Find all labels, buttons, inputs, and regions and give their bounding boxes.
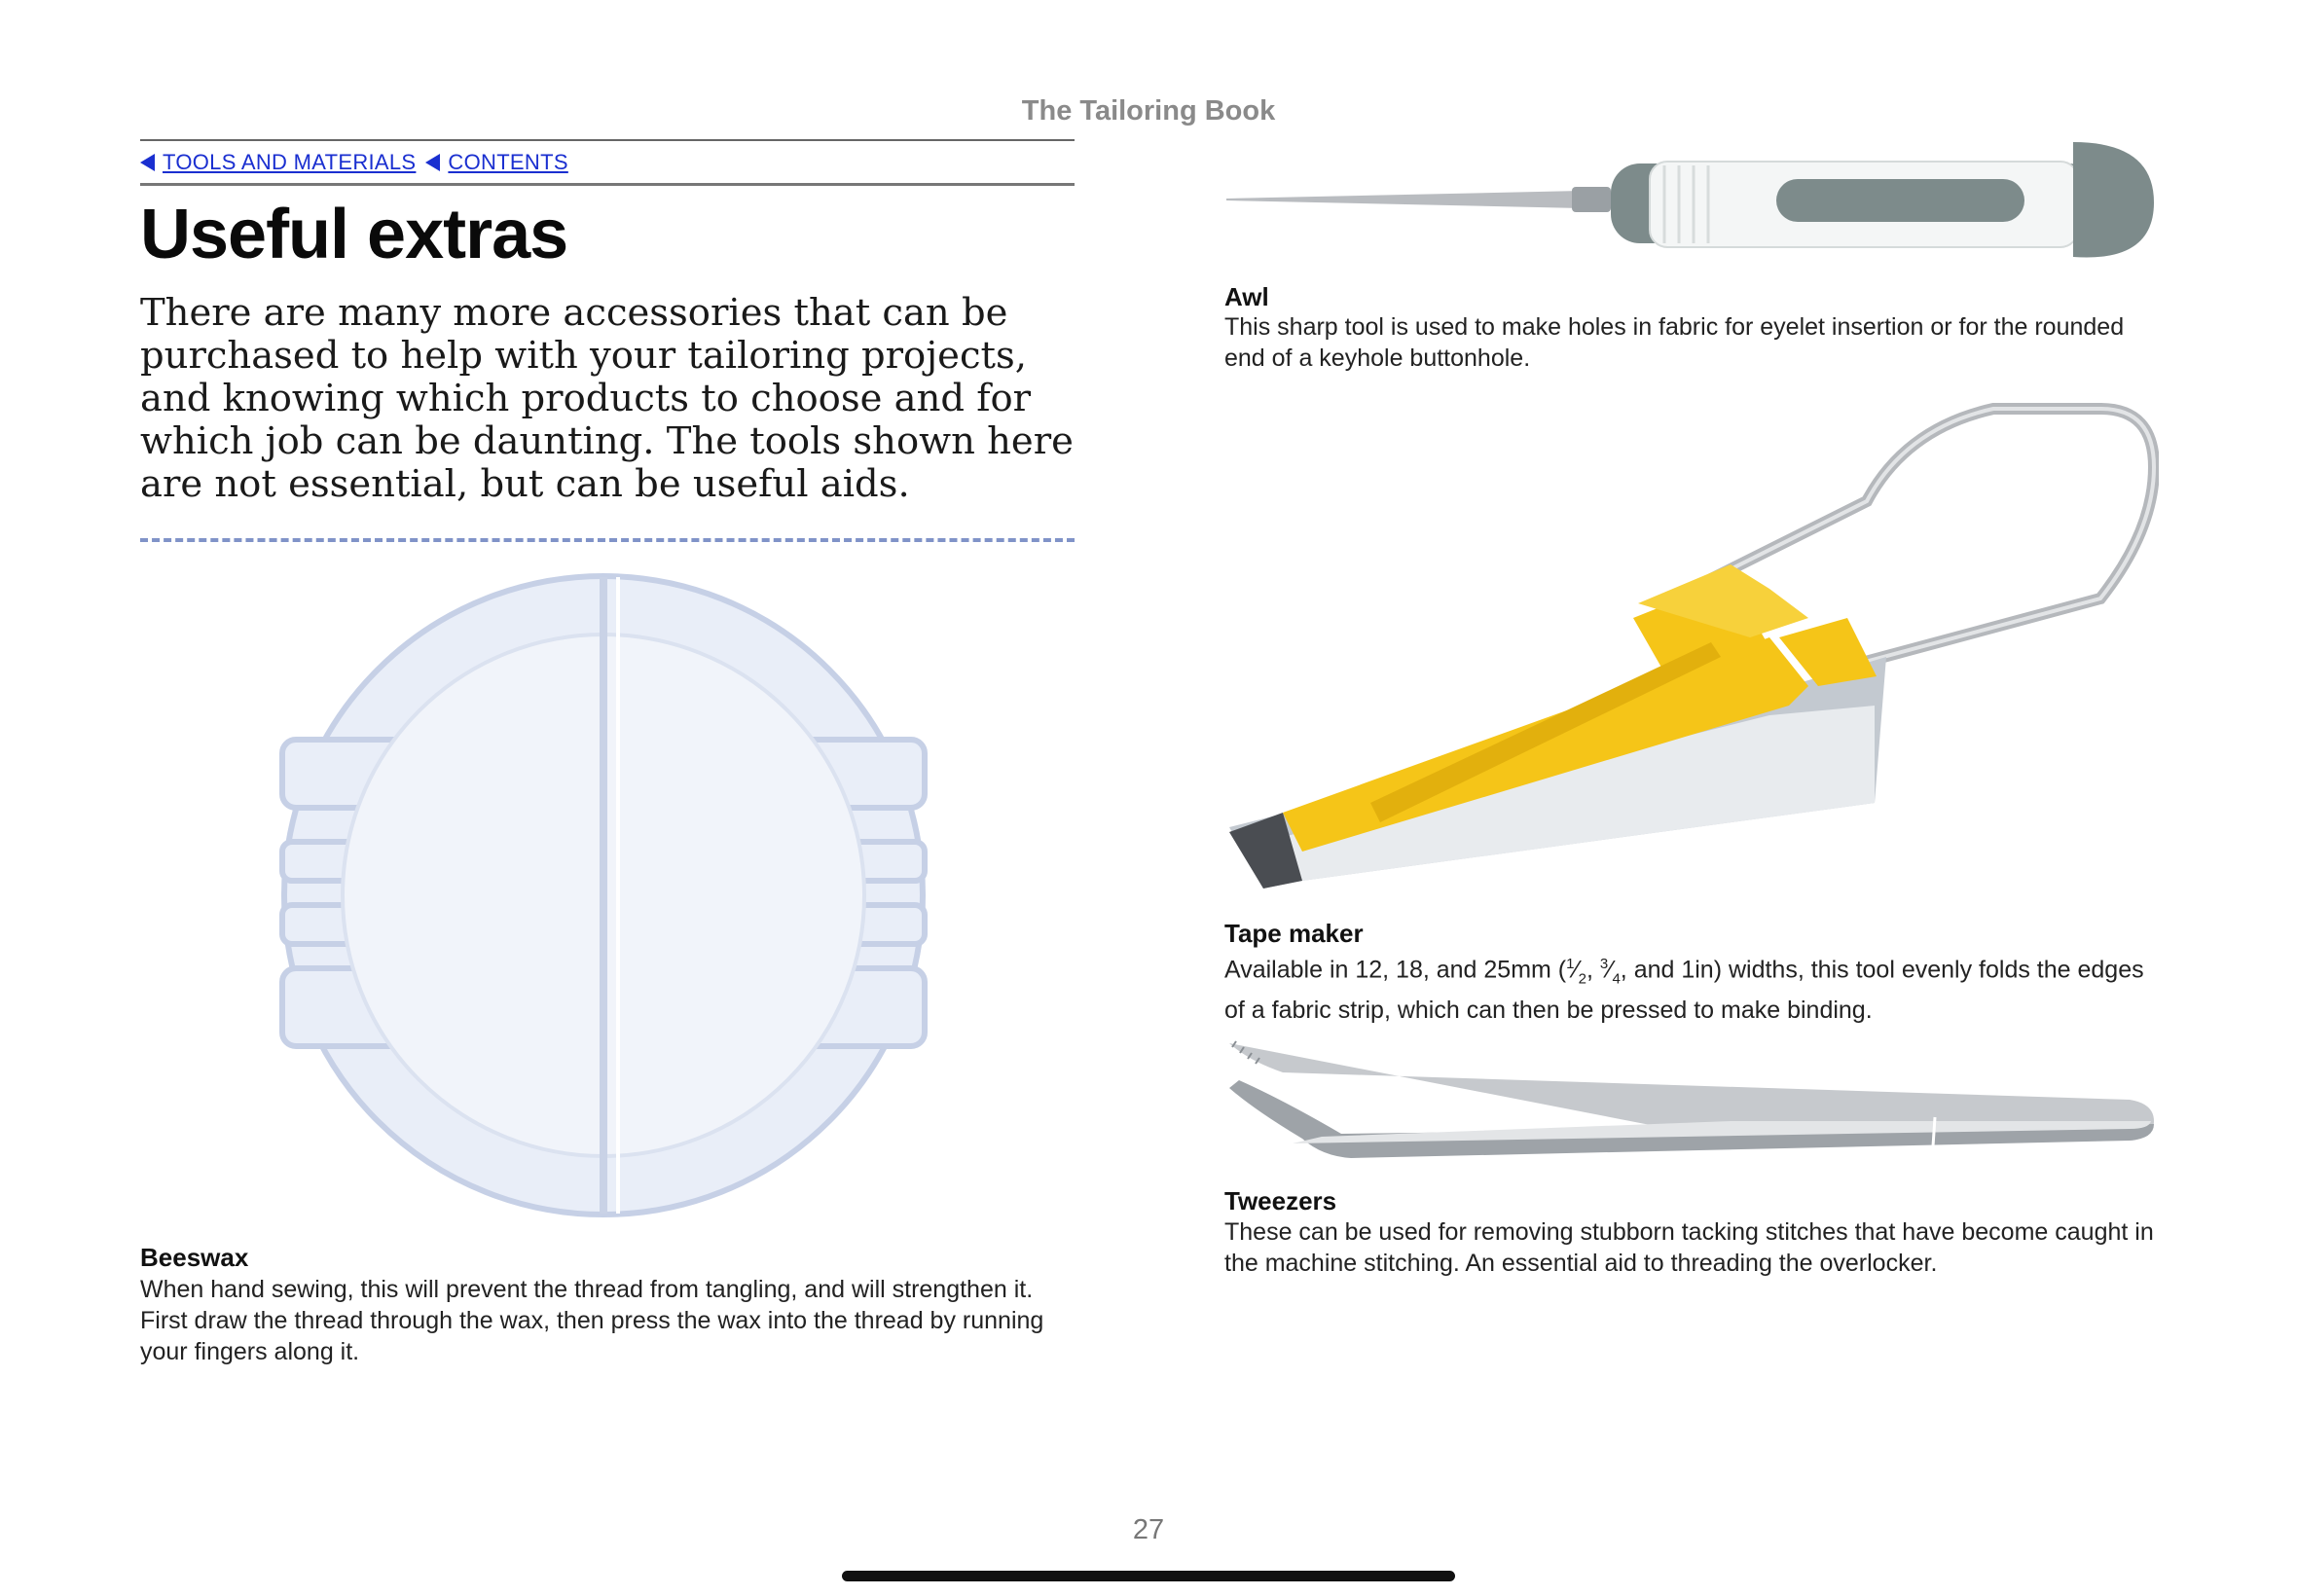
back-triangle-icon — [425, 154, 440, 171]
awl-description: This sharp tool is used to make holes in fabric for eyelet insertion or for the rounded end of a keyhole buttonhole. — [1224, 313, 2125, 372]
back-triangle-icon — [140, 154, 155, 171]
tweezers-image — [1224, 1032, 2159, 1178]
tape-maker-text-end: , and 1in) widths, this tool evenly folds the edges of a fabric strip, which can then be pressed to make binding. — [1224, 956, 2144, 1025]
breadcrumb — [140, 139, 1075, 186]
breadcrumb-tools-and-materials[interactable] — [140, 150, 416, 175]
breadcrumb-link-label[interactable]: TOOLS AND MATERIALS — [163, 149, 417, 174]
home-indicator[interactable] — [842, 1571, 1455, 1581]
beeswax-description: When hand sewing, this will prevent the thread from tangling, and will strengthen it. First draw the thread through the wax, then press the wax into the thread by running your fingers along it. — [140, 1276, 1044, 1365]
fraction-numerator: 1 — [1566, 956, 1575, 972]
page-heading: Useful extras — [140, 196, 568, 273]
fraction-separator: , — [1586, 956, 1600, 984]
tweezers-description: These can be used for removing stubborn tacking stitches that have become caught in the machine stitching. An essential aid to threading the overlocker. — [1224, 1218, 2154, 1277]
tape-maker-text-start: Available in 12, 18, and 25mm ( — [1224, 956, 1567, 984]
page-number: 27 — [1132, 1514, 1165, 1545]
awl-image — [1221, 136, 2161, 268]
beeswax-title: Beeswax — [140, 1243, 249, 1272]
tape-maker-description: Available in 12, 18, and 25mm ($^1⁄_2$, $^3⁄_4$, and 1in) widths, this tool evenly folds the edges of a fabric strip, which can then be pressed to make binding. — [1224, 956, 2144, 1025]
awl-title: Awl — [1224, 282, 1269, 311]
tape-maker-image — [1224, 394, 2159, 890]
fraction-denominator: 2 — [1578, 970, 1587, 988]
section-divider — [140, 538, 1075, 542]
breadcrumb-link-label[interactable]: CONTENTS — [448, 149, 568, 174]
tape-maker-title: Tape maker — [1224, 919, 1364, 948]
book-title: The Tailoring Book — [1021, 95, 1276, 127]
beeswax-image — [277, 569, 939, 1226]
breadcrumb-contents[interactable] — [425, 150, 567, 175]
fraction-numerator: 3 — [1599, 956, 1609, 972]
fraction-denominator: 4 — [1612, 970, 1621, 988]
tweezers-title: Tweezers — [1224, 1186, 1337, 1215]
intro-paragraph: There are many more accessories that can be purchased to help with your tailoring projects, and knowing which products to choose and for which job can be daunting. The tools shown here are not essential, but can be useful aids. — [140, 291, 1074, 506]
